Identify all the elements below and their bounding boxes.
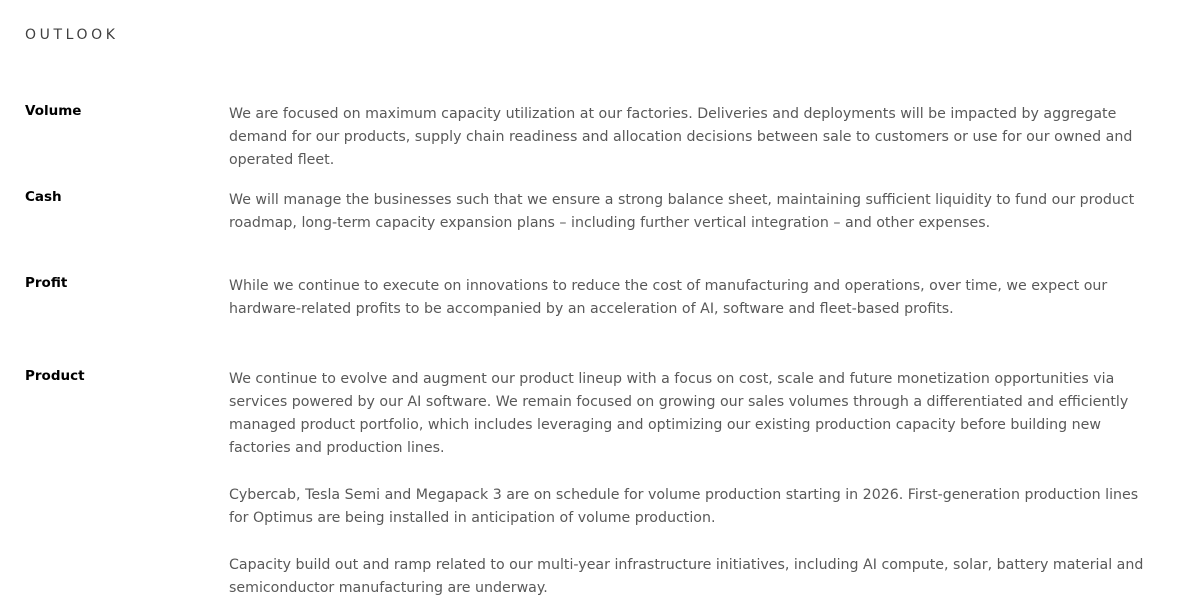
paragraph: We will manage the businesses such that we ensure a strong balance sheet, maintaining sufficient liquidity to fund our product roadmap, long-term capacity expansion plans – including further vertical integration – and other expenses. <box>229 192 1135 231</box>
page-title: OUTLOOK <box>25 27 119 43</box>
section-body-volume <box>229 103 1159 172</box>
paragraph: Capacity build out and ramp related to our multi-year infrastructure initiatives, including AI compute, solar, battery material and semiconductor manufacturing are underway. <box>229 557 1144 596</box>
paragraph: While we continue to execute on innovations to reduce the cost of manufacturing and operations, over time, we expect our hardware-related profits to be accompanied by an acceleration of AI, software and fleet-based profits. <box>229 278 1108 317</box>
section-label-volume: Volume <box>25 103 82 119</box>
paragraph: Cybercab, Tesla Semi and Megapack 3 are on schedule for volume production starting in 2026. First-generation production lines for Optimus are being installed in anticipation of volume production. <box>229 487 1139 526</box>
section-label-product: Product <box>25 368 85 384</box>
section-body-product <box>229 368 1159 600</box>
section-label-profit: Profit <box>25 275 68 291</box>
paragraph: We continue to evolve and augment our product lineup with a focus on cost, scale and future monetization opportunities via services powered by our AI software. We remain focused on growing our sales volumes through a differentiated and efficiently managed product portfolio, which includes leveraging and optimizing our existing production capacity before building new factories and production lines. <box>229 371 1129 456</box>
section-body-cash <box>229 189 1159 235</box>
section-label-cash: Cash <box>25 189 62 205</box>
section-body-profit <box>229 275 1159 321</box>
paragraph: We are focused on maximum capacity utilization at our factories. Deliveries and deployments will be impacted by aggregate demand for our products, supply chain readiness and allocation decisions between sale to customers or use for our owned and operated fleet. <box>229 106 1133 168</box>
